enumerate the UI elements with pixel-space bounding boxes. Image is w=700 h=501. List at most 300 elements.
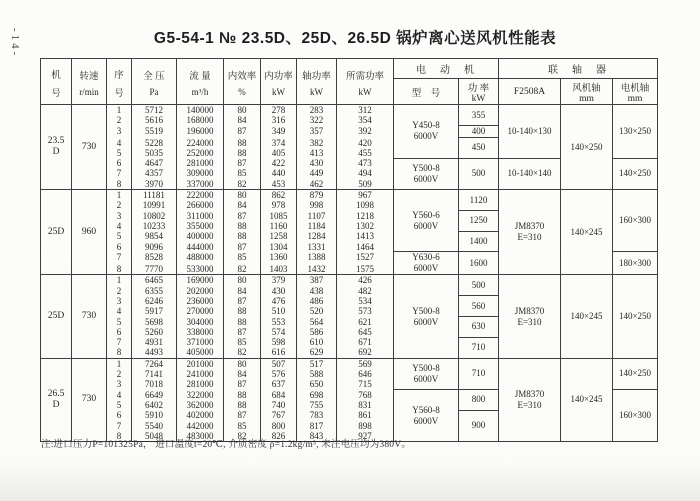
cell-coupling-line: JM8370 [514,305,545,316]
cell-shaft_power: 520 [297,306,337,316]
cell-seq: 7 [107,421,132,431]
cell-efficiency: 88 [224,231,261,241]
cell-efficiency: 84 [224,286,261,296]
cell-pressure: 10991 [132,200,177,210]
header-required-power [337,59,394,105]
cell-internal_power: 862 [261,190,297,201]
cell-flow: 322000 [177,390,224,400]
cell-shaft_power: 413 [297,148,337,158]
cell-seq: 5 [107,400,132,410]
cell-motor-model-line: Y500-8 [412,362,440,373]
cell-pressure: 5035 [132,148,177,158]
cell-internal_power: 453 [261,179,297,190]
cell-seq: 5 [107,317,132,327]
cell-seq: 4 [107,221,132,231]
cell-motor-power-line: 1600 [469,257,488,268]
cell-pressure: 5712 [132,105,177,116]
cell-efficiency: 88 [224,306,261,316]
cell-motor-power-line: 900 [471,420,486,431]
cell-shaft_power: 629 [297,347,337,358]
table-row [41,358,658,369]
cell-motor-power-line: 355 [471,109,486,120]
cell-efficiency: 87 [224,379,261,389]
cell-flow: 371000 [177,337,224,347]
cell-required_power: 1302 [337,221,394,231]
cell-motor-power [459,190,499,211]
cell-motor-shaft [613,390,658,442]
cell-efficiency: 80 [224,105,261,116]
cell-fan-no [41,105,72,190]
cell-shaft_power: 387 [297,275,337,286]
cell-motor-shaft [613,190,658,252]
cell-pressure: 6649 [132,390,177,400]
cell-seq: 4 [107,306,132,316]
cell-seq: 3 [107,126,132,138]
cell-seq: 2 [107,115,132,125]
header-fan-no-line1: 机 [51,70,61,81]
cell-seq: 6 [107,158,132,168]
cell-required_power: 509 [337,179,394,190]
cell-motor-power [459,158,499,189]
header-seq-line2: 号 [114,87,124,98]
header-motor-power-unit: kW [471,93,486,104]
cell-required_power: 482 [337,286,394,296]
cell-flow: 488000 [177,252,224,263]
cell-required_power: 573 [337,306,394,316]
cell-motor-model-line: Y560-6 [412,209,440,220]
cell-efficiency: 82 [224,179,261,190]
cell-required_power: 569 [337,358,394,369]
cell-efficiency: 84 [224,115,261,125]
cell-seq: 8 [107,431,132,442]
cell-fan-no-line: D [52,147,60,158]
cell-flow: 444000 [177,242,224,252]
cell-coupling-line: 10-140×140 [507,168,552,179]
cell-pressure: 5048 [132,431,177,442]
cell-pressure: 5910 [132,410,177,420]
cell-internal_power: 507 [261,358,297,369]
cell-pressure: 5540 [132,421,177,431]
cell-flow: 281000 [177,379,224,389]
cell-fan-shaft [561,275,613,358]
cell-pressure: 7141 [132,369,177,379]
cell-seq: 4 [107,138,132,148]
cell-required_power: 645 [337,327,394,337]
cell-flow: 355000 [177,221,224,231]
header-internal-power-unit: kW [272,87,285,97]
header-flow-label: 流 量 [189,72,211,82]
table-row [41,105,658,116]
cell-flow: 169000 [177,275,224,286]
header-speed-label: 转速 [79,72,99,82]
cell-efficiency: 87 [224,242,261,252]
cell-internal_power: 553 [261,317,297,327]
cell-internal_power: 1304 [261,242,297,252]
cell-motor-model [394,105,459,159]
table-body [41,105,658,442]
cell-motor-shaft-line: 140×250 [618,311,652,322]
cell-shaft_power: 998 [297,200,337,210]
header-shaft-power [297,59,337,105]
cell-shaft_power: 755 [297,400,337,410]
cell-flow: 405000 [177,347,224,358]
cell-internal_power: 1403 [261,263,297,275]
cell-flow: 241000 [177,369,224,379]
cell-motor-model-line: 6000V [413,173,439,184]
header-motor-power [459,79,499,105]
cell-motor-model-line: Y450-8 [412,120,440,131]
cell-flow: 202000 [177,286,224,296]
cell-pressure: 4647 [132,158,177,168]
cell-required_power: 646 [337,369,394,379]
cell-motor-shaft [613,358,658,389]
cell-speed [72,105,107,190]
cell-seq: 5 [107,148,132,158]
cell-motor-power [459,390,499,411]
cell-motor-power-line: 800 [471,394,486,405]
cell-internal_power: 440 [261,168,297,178]
cell-efficiency: 88 [224,400,261,410]
cell-motor-power-line: 500 [471,168,486,179]
cell-flow: 224000 [177,138,224,148]
cell-required_power: 692 [337,347,394,358]
cell-required_power: 671 [337,337,394,347]
cell-speed-line: 730 [81,311,97,322]
cell-fan-no [41,275,72,358]
cell-required_power: 927 [337,431,394,442]
cell-efficiency: 87 [224,158,261,168]
cell-motor-shaft-line: 160×300 [618,215,652,226]
cell-required_power: 354 [337,115,394,125]
header-fan-shaft-unit: mm [579,93,594,104]
cell-motor-shaft [613,252,658,275]
cell-motor-power [459,252,499,275]
cell-motor-model [394,358,459,389]
cell-efficiency: 88 [224,148,261,158]
cell-flow: 337000 [177,179,224,190]
header-flow-unit: m³/h [191,87,209,97]
cell-flow: 140000 [177,105,224,116]
cell-efficiency: 82 [224,431,261,442]
cell-shaft_power: 588 [297,369,337,379]
cell-speed-line: 960 [81,226,97,237]
cell-motor-shaft [613,105,658,159]
cell-internal_power: 405 [261,148,297,158]
cell-pressure: 5917 [132,306,177,316]
cell-flow: 222000 [177,190,224,201]
cell-internal_power: 576 [261,369,297,379]
cell-internal_power: 616 [261,347,297,358]
cell-motor-power [459,138,499,159]
cell-required_power: 534 [337,296,394,306]
cell-seq: 7 [107,168,132,178]
cell-pressure: 6465 [132,275,177,286]
header-flow [177,59,224,105]
cell-pressure: 7018 [132,379,177,389]
cell-fan-no [41,190,72,275]
cell-motor-model-line: 6000V [413,316,439,327]
cell-motor-shaft-line: 130×250 [618,125,652,136]
header-fan-no [41,59,72,105]
cell-motor-power-line: 630 [471,321,486,332]
cell-pressure: 6402 [132,400,177,410]
cell-speed [72,190,107,275]
cell-flow: 270000 [177,306,224,316]
cell-motor-power-line: 500 [471,279,486,290]
cell-required_power: 420 [337,138,394,148]
header-coupling-group: 联 轴 器 [499,59,658,79]
header-efficiency-unit: % [238,87,246,97]
cell-shaft_power: 1388 [297,252,337,263]
cell-shaft_power: 462 [297,179,337,190]
cell-seq: 1 [107,358,132,369]
cell-required_power: 1218 [337,211,394,221]
cell-speed [72,275,107,358]
cell-internal_power: 740 [261,400,297,410]
cell-internal_power: 422 [261,158,297,168]
cell-required_power: 715 [337,379,394,389]
cell-shaft_power: 382 [297,138,337,148]
cell-motor-power [459,126,499,138]
cell-required_power: 621 [337,317,394,327]
cell-internal_power: 476 [261,296,297,306]
cell-efficiency: 80 [224,190,261,201]
cell-shaft_power: 1284 [297,231,337,241]
cell-motor-power [459,358,499,389]
cell-motor-power-line: 450 [471,142,486,153]
cell-internal_power: 574 [261,327,297,337]
header-fan-shaft-label: 风机轴 [572,83,601,94]
cell-seq: 8 [107,347,132,358]
cell-shaft_power: 783 [297,410,337,420]
cell-internal_power: 767 [261,410,297,420]
cell-internal_power: 978 [261,200,297,210]
cell-efficiency: 88 [224,221,261,231]
cell-fan-no-line: 25D [47,226,65,237]
cell-fan-no-line: D [52,399,60,410]
header-efficiency-label: 内效率 [227,72,257,82]
cell-motor-power-line: 1120 [469,194,488,205]
cell-internal_power: 1258 [261,231,297,241]
cell-coupling-line: E=310 [517,316,542,327]
cell-flow: 400000 [177,231,224,241]
cell-internal_power: 1085 [261,211,297,221]
cell-required_power: 1098 [337,200,394,210]
cell-required_power: 967 [337,190,394,201]
cell-shaft_power: 357 [297,126,337,138]
cell-motor-power-line: 710 [471,368,486,379]
header-seq [107,59,132,105]
cell-pressure: 5260 [132,327,177,337]
cell-motor-shaft-line: 180×300 [618,257,652,268]
cell-flow: 402000 [177,410,224,420]
cell-coupling [499,190,561,275]
cell-required_power: 1527 [337,252,394,263]
cell-flow: 309000 [177,168,224,178]
cell-coupling [499,275,561,358]
cell-pressure: 5698 [132,317,177,327]
cell-speed [72,358,107,441]
cell-seq: 5 [107,231,132,241]
cell-internal_power: 379 [261,275,297,286]
header-internal-power-label: 内功率 [264,72,293,82]
header-motor-shaft-label: 电机轴 [620,83,650,94]
cell-seq: 4 [107,390,132,400]
cell-seq: 2 [107,369,132,379]
cell-coupling-line: JM8370 [514,221,545,232]
cell-shaft_power: 438 [297,286,337,296]
cell-efficiency: 82 [224,347,261,358]
cell-efficiency: 87 [224,211,261,221]
header-required-power-label: 所需功率 [345,72,384,82]
cell-flow: 168000 [177,115,224,125]
cell-flow: 442000 [177,421,224,431]
cell-internal_power: 684 [261,390,297,400]
cell-seq: 1 [107,275,132,286]
cell-speed-line: 730 [81,141,97,152]
cell-motor-shaft-line: 140×250 [618,368,652,379]
page-number: -14- [9,28,21,59]
page-title: G5-54-1 № 23.5D、25D、26.5D 锅炉离心送风机性能表 [153,30,557,47]
cell-efficiency: 87 [224,327,261,337]
cell-motor-shaft-line: 140×250 [618,168,652,179]
cell-shaft_power: 586 [297,327,337,337]
header-efficiency [224,59,261,105]
cell-flow: 266000 [177,200,224,210]
cell-fan-no-line: 26.5 [47,388,65,399]
header-pressure-unit: Pa [149,87,159,97]
cell-flow: 281000 [177,158,224,168]
cell-motor-model-line: 6000V [413,373,439,384]
cell-fan-no-line: 25D [47,311,65,322]
cell-pressure: 9854 [132,231,177,241]
cell-speed-line: 730 [81,394,97,405]
cell-shaft_power: 564 [297,317,337,327]
cell-pressure: 5616 [132,115,177,125]
cell-pressure: 5519 [132,126,177,138]
cell-motor-power-line: 1400 [469,236,488,247]
cell-efficiency: 85 [224,252,261,263]
cell-motor-model [394,158,459,189]
cell-seq: 6 [107,242,132,252]
cell-coupling [499,158,561,189]
cell-efficiency: 80 [224,358,261,369]
cell-motor-shaft [613,275,658,358]
cell-seq: 2 [107,200,132,210]
header-required-power-unit: kW [358,87,372,97]
header-shaft-power-label: 轴功率 [302,72,331,82]
cell-efficiency: 87 [224,296,261,306]
cell-internal_power: 1160 [261,221,297,231]
cell-fan-shaft-line: 140×245 [570,226,603,237]
cell-motor-model-line: 6000V [413,415,439,426]
cell-efficiency: 84 [224,369,261,379]
cell-internal_power: 800 [261,421,297,431]
cell-fan-shaft-line: 140×245 [570,311,603,322]
cell-coupling-line: JM8370 [514,388,545,399]
cell-flow: 483000 [177,431,224,442]
header-motor-power-label: 功 率 [467,83,490,94]
cell-fan-shaft-line: 140×250 [570,141,603,152]
header-motor-shaft [613,79,658,105]
cell-fan-shaft [561,190,613,275]
cell-required_power: 768 [337,390,394,400]
cell-seq: 7 [107,252,132,263]
cell-motor-model [394,252,459,275]
cell-internal_power: 598 [261,337,297,347]
cell-internal_power: 278 [261,105,297,116]
cell-required_power: 426 [337,275,394,286]
cell-motor-power [459,211,499,232]
cell-efficiency: 85 [224,337,261,347]
cell-required_power: 1464 [337,242,394,252]
cell-shaft_power: 1184 [297,221,337,231]
header-motor-group: 电 动 机 [394,59,499,79]
cell-pressure: 6355 [132,286,177,296]
cell-seq: 3 [107,296,132,306]
header-fan-shaft [561,79,613,105]
cell-shaft_power: 698 [297,390,337,400]
header-internal-power [261,59,297,105]
cell-internal_power: 349 [261,126,297,138]
cell-motor-power-line: 1250 [469,215,488,226]
cell-shaft_power: 449 [297,168,337,178]
header-shaft-power-unit: kW [310,87,323,97]
cell-motor-power [459,317,499,338]
cell-shaft_power: 517 [297,358,337,369]
table-row [41,190,658,201]
cell-internal_power: 637 [261,379,297,389]
cell-pressure: 4357 [132,168,177,178]
cell-internal_power: 374 [261,138,297,148]
cell-shaft_power: 486 [297,296,337,306]
cell-coupling-line: E=310 [517,232,542,243]
cell-seq: 2 [107,286,132,296]
cell-motor-power [459,231,499,252]
cell-motor-power [459,105,499,126]
cell-motor-power [459,337,499,358]
cell-pressure: 8528 [132,252,177,263]
cell-fan-shaft-line: 140×245 [570,394,603,405]
cell-motor-shaft-line: 160×300 [618,410,652,421]
cell-motor-model-line: Y560-8 [412,404,440,415]
cell-motor-model [394,190,459,252]
cell-pressure: 3970 [132,179,177,190]
cell-required_power: 494 [337,168,394,178]
header-motor-shaft-unit: mm [627,93,643,104]
cell-motor-power [459,296,499,317]
cell-required_power: 312 [337,105,394,116]
cell-internal_power: 510 [261,306,297,316]
cell-efficiency: 87 [224,126,261,138]
cell-motor-model-line: Y500-8 [412,162,440,173]
header-coupling-model: F2508A [499,79,561,105]
cell-flow: 196000 [177,126,224,138]
cell-seq: 3 [107,379,132,389]
cell-shaft_power: 879 [297,190,337,201]
cell-flow: 201000 [177,358,224,369]
cell-motor-power [459,275,499,296]
header-speed [72,59,107,105]
cell-motor-model-line: 6000V [413,131,439,142]
cell-motor-power-line: 400 [471,126,486,137]
cell-motor-model-line: Y500-8 [412,305,440,316]
cell-pressure: 10802 [132,211,177,221]
cell-fan-shaft [561,105,613,190]
cell-efficiency: 88 [224,138,261,148]
cell-pressure: 5228 [132,138,177,148]
cell-flow: 362000 [177,400,224,410]
